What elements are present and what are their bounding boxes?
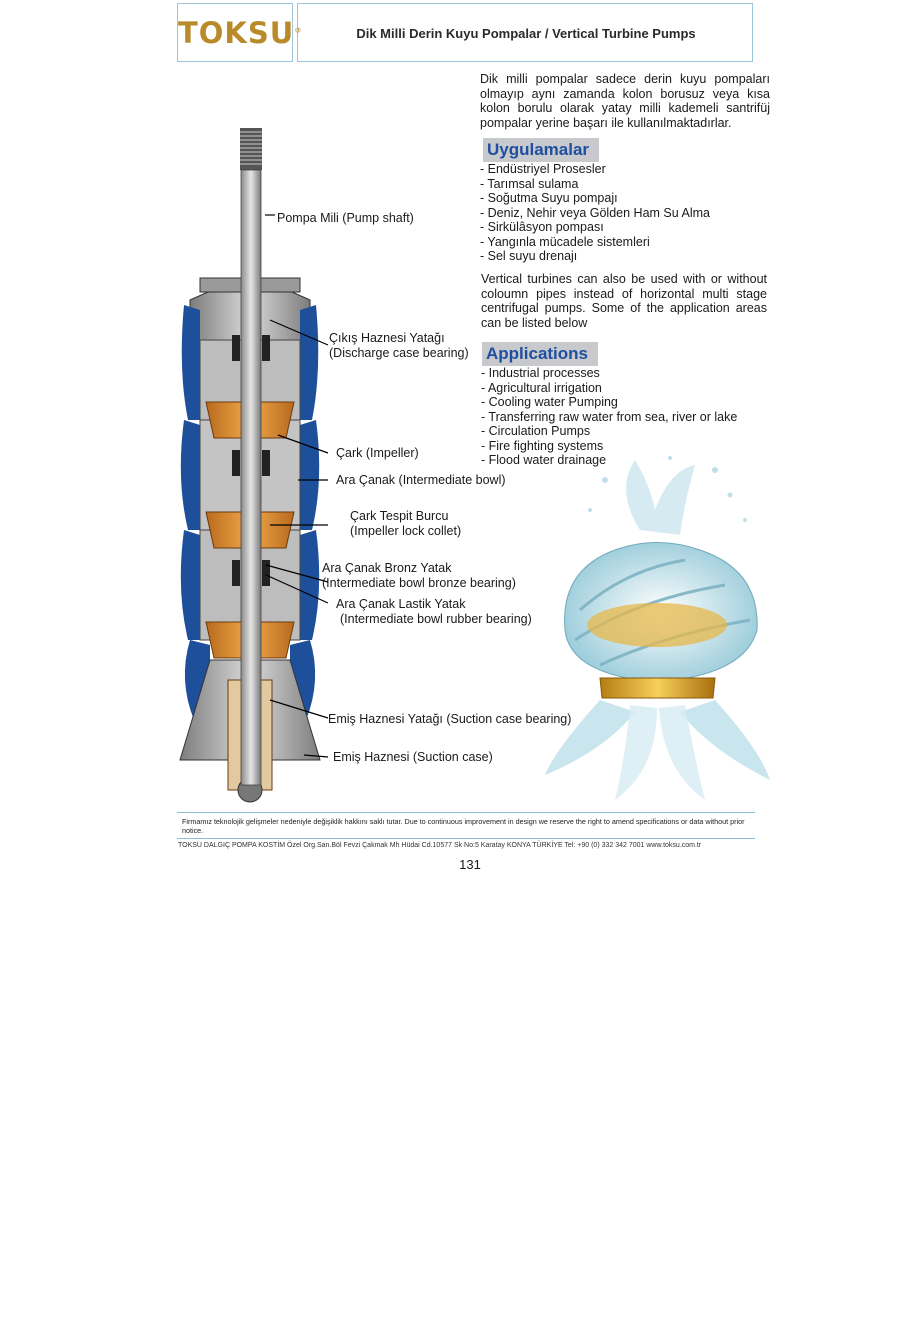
title-box [297, 3, 753, 62]
footer-disclaimer: Firmamız teknolojik gelişmeler nedeniyle değişiklik hakkını saklı tutar. Due to continuous improvement in design we reserve the right to amend specifications or data without prior notice. [182, 817, 745, 835]
applications-heading: Applications [482, 342, 598, 366]
footer-address: TOKSU DALGIÇ POMPA KOSTİM Özel Org.San.Böl Fevzi Çakmak Mh Hüdai Cd.10577 Sk No:5 Karatay KONYA TÜRKİYE Tel: +90 (0) 332 342 7001 www.toksu.com.tr [178, 842, 702, 849]
label-suction-bearing: Emiş Haznesi Yatağı (Suction case bearing) [328, 712, 572, 726]
list-item: - Endüstriyel Prosesler [480, 162, 606, 176]
label-discharge-bearing-en: (Discharge case bearing) [329, 346, 469, 360]
list-item: - Sirkülâsyon pompası [480, 220, 604, 234]
uygulamalar-heading: Uygulamalar [483, 138, 599, 162]
toksu-logo: TOKSU® [178, 16, 303, 50]
label-discharge-bearing-tr: Çıkış Haznesi Yatağı [329, 331, 445, 345]
footer-divider-2 [177, 838, 755, 839]
uygulamalar-list [480, 162, 710, 264]
list-item: - Tarımsal sulama [480, 176, 579, 191]
footer-divider [177, 812, 755, 813]
list-item: - Agricultural irrigation [481, 380, 602, 395]
registered-mark: ® [294, 26, 303, 35]
logo-box [177, 3, 303, 62]
label-suction-case: Emiş Haznesi (Suction case) [333, 750, 493, 764]
page-title: Dik Milli Derin Kuyu Pompalar / Vertical Turbine Pumps [356, 26, 696, 41]
list-item: - Flood water drainage [481, 453, 607, 467]
label-impeller: Çark (Impeller) [336, 446, 419, 460]
label-rubber-bearing-tr: Ara Çanak Lastik Yatak [336, 597, 466, 611]
list-item: - Circulation Pumps [481, 424, 591, 438]
list-item: - Yangınla mücadele sistemleri [480, 234, 650, 249]
list-item: - Sel suyu drenajı [480, 249, 578, 263]
water-splash-impeller-illustration [545, 450, 770, 805]
label-intermediate-bowl: Ara Çanak (Intermediate bowl) [336, 473, 506, 487]
page-number: 131 [459, 857, 481, 872]
label-lock-collet-en: (Impeller lock collet) [350, 524, 462, 538]
list-item: - Cooling water Pumping [481, 395, 618, 409]
label-pump-shaft: Pompa Mili (Pump shaft) [277, 211, 414, 225]
label-lock-collet-tr: Çark Tespit Burcu [350, 509, 449, 523]
list-item: - Soğutma Suyu pompajı [480, 191, 618, 205]
list-item: - Industrial processes [481, 366, 600, 380]
label-rubber-bearing-en: (Intermediate bowl rubber bearing) [340, 612, 532, 626]
label-bronze-bearing-tr: Ara Çanak Bronz Yatak [322, 561, 452, 575]
label-bronze-bearing-en: (Intermediate bowl bronze bearing) [322, 576, 516, 590]
intro-paragraph-tr: Dik milli pompalar sadece derin kuyu pompaları olmayıp aynı zamanda kolon borusuz veya kısa kolon borulu olarak yatay milli kademeli santrifüj pompalar yerine başarı ile kullanılmaktadırlar. [480, 72, 770, 130]
list-item: - Transferring raw water from sea, river or lake [481, 409, 738, 424]
intro-paragraph-en: Vertical turbines can also be used with or without coloumn pipes instead of horizontal multi stage centrifugal pumps. Some of the application areas can be listed below [481, 272, 767, 330]
list-item: - Fire fighting systems [481, 438, 604, 453]
list-item: - Deniz, Nehir veya Gölden Ham Su Alma [480, 205, 710, 220]
